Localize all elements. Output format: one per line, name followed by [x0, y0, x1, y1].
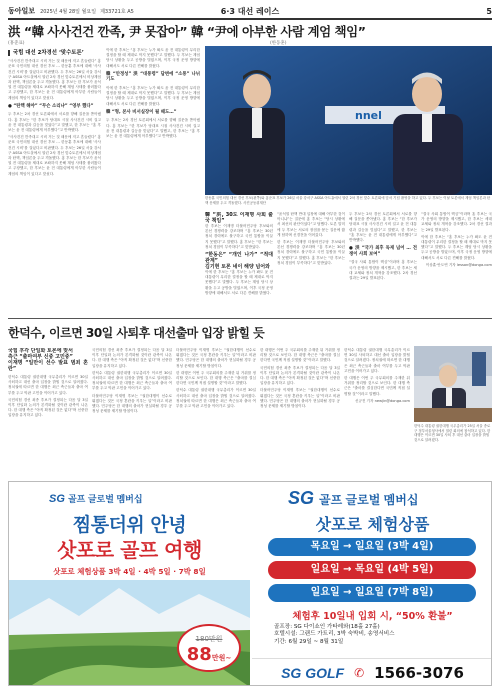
- ad-title-line2: 삿포로 골프 여행: [57, 538, 202, 562]
- article1-text-5: 두 후보는 2차 경선 토론회에서 서로를 향해 질문을 쏟아냈다. 홍 후보는 “한 후보가 당대표 시절 사사건건 시비 걸고 윤 전 대통령과 갈등을 빚었다”고 말했고, 한 후보는 “홍 후보는 윤 전 대통령에게 아부했다”고 반박했다.: [349, 212, 417, 243]
- article1-text-3: 한 후보는 이재명 더불어민주당 후보와의 본선 경쟁력을 강조하며 “홍 후보는 30년 정치 경력에도 불구하고 국민 통합을 이끌지 못했다”고 말했다. 홍 후보는 “한 후보는 정치 경험이 부족하다”고 맞받았다.: [205, 224, 273, 249]
- article1-text-6: “결국 사회 통합이 핵심”이라며 홍 후보는 국가 운영의 방향을 제시했고, 한 후보는 세대 교체와 정치 개혁을 강조했다. 2차 경선 결과는 29일 발표된다.: [421, 212, 492, 232]
- article1-subsub-5: “한동은” “개인 나가” “적대 관계”: [205, 252, 273, 265]
- issue-date: 2025년 4월 28일 월요일: [40, 8, 97, 15]
- ad-details: [274, 624, 484, 646]
- article2-reporter: 신규진 기자 newjin@donga.com: [355, 398, 410, 403]
- ad-option-1[interactable]: 목요일 → 일요일 (3박 4일): [268, 538, 476, 556]
- article2-column-3: [176, 348, 256, 478]
- article2-subhead-1: 국힘 후각 단일화 토론에 맞서: [8, 348, 73, 354]
- article1-text-4b: 한 후보는 이재명 더불어민주당 후보와의 본선 경쟁력을 강조하며 “홍 후보는 30년 정치 경력에도 불구하고 국민 통합을 이끌지 못했다”고 말했다. 홍 후보는 “한 후보는 정치 경험이 부족하다”고 맞받았다.: [277, 240, 345, 265]
- main-headline: 洪 “韓 사사건건 깐족, 尹 못잡아” 韓 “尹에 아부한 사람 계엄 책임”: [8, 24, 366, 39]
- article1-reporter: 이상훈·안도연 기자 lesson@donga.com: [425, 262, 492, 267]
- issue-number: 제33721호 A5: [100, 8, 134, 15]
- ad-detail-3: 기간: 6월 29일 ~ 8월 31일: [274, 638, 344, 645]
- ad-option-2[interactable]: 일요일 → 목요일 (4박 5일): [268, 561, 476, 579]
- ad-new-price-value: 88: [186, 644, 212, 665]
- article1-subsub-4: 韓 “洪, 30도 이재명 사회 출국 책임”: [205, 212, 273, 224]
- ad-left-panel: [9, 482, 250, 686]
- article2-text-1b: 국민의힘 경선 최종 후보가 결정되는 다음 달 3일 이후 단일화 논의가 본격화될 것이란 관측이 나온다. 한 대행 측은 “아직 확정된 것은 없다”며 신중한 입장을 유지하고 있다.: [8, 397, 88, 418]
- ad-option-3[interactable]: 일요일 → 일요일 (7박 8일): [268, 584, 476, 602]
- article2-column-2: [92, 348, 172, 478]
- ad-right-panel: [252, 482, 492, 686]
- masthead-rule: [8, 18, 492, 20]
- article1-text-5b: “결국 사회 통합이 핵심”이라며 홍 후보는 국가 운영의 방향을 제시했고, 한 후보는 세대 교체와 정치 개혁을 강조했다. 2차 경선 결과는 29일 발표된다.: [349, 260, 417, 281]
- article1-text-1: “사사건건 깐족대고 시비 거는 것 때문에 저고 흔들렸다” 홍준표 국민의힘 대선 경선 후보 … 한동훈 후보에 대해 ‘사사건건 시비’를 걸었다고 비판했다. 두 후보는 26일 서울 강서구 ASSA 아트홀에서 열린 2차 경선 맞수토론에서 비상계엄과 탄핵, 책임론을 두고 격돌했다. 홍 후보는 한 후보가 윤석열 전 대통령을 제대로 보좌하지 못해 계엄 사태를 불러왔다고 주장했고, 한 후보는 윤 전 대통령에게 아부한 사람들이 계엄의 책임이 있다고 맞섰다.: [8, 59, 101, 100]
- article2-photo-caption: 한덕수 대통령 권한대행 국무총리가 25일 서울 종로구 정부서울청사에서 열린 회의에 참석하고 있다. 한 대행은 이르면 30일 사퇴 후 대선 출마 입장을 밝힐 것으로 알려졌다.: [414, 424, 491, 442]
- article2-column-1: [8, 348, 88, 478]
- article2-text-5b: 한 대행은 이번 주 국무회의를 주재한 뒤 거취를 정리할 것으로 보인다. 한 대행 측근은 “출마를 결심한다면 국민께 직접 설명할 것”이라고 말했다.: [344, 376, 410, 396]
- article1-column-4: [277, 212, 345, 314]
- article1-subsub-1: ● “탄핵 해야” “무슨 소리냐” “영부 했다”: [8, 103, 94, 109]
- article2-photo: [414, 346, 492, 422]
- article2-text-2: 국민의힘 경선 최종 후보가 결정되는 다음 달 3일 이후 단일화 논의가 본격화될 것이란 관측이 나온다. 한 대행 측은 “아직 확정된 것은 없다”며 신중한 입장을 유지하고 있다.: [92, 348, 172, 368]
- ad-detail-2: 호텔시설: 그랜드 가트리, 3박 숙박비, 송영서비스: [274, 631, 395, 638]
- article2-column-5: [344, 348, 410, 478]
- ad-right-title: 삿포로 체험상품: [315, 515, 430, 534]
- article1-subsub-3: 韓 “형, 본사 비서실장이 될 때도…”: [106, 109, 177, 115]
- article1-text-2b: 이에 한 후보는 “홍 후보는 누가 봐도 윤 전 대통령이 무리한 결정을 할 때 제대로 막지 못했다”고 말했다. 두 후보는 계엄 당시 상황을 두고 공방을 벌였으며, 이후 국정 운영 방향에 대해서도 서로 다른 견해를 밝혔다.: [106, 86, 200, 106]
- article1-text-2: 이에 한 후보는 “홍 후보는 누가 봐도 윤 전 대통령이 무리한 결정을 할 때 제대로 막지 못했다”고 말했다. 두 후보는 계엄 당시 상황을 두고 공방을 벌였으며, 이후 국정 운영 방향에 대해서도 서로 다른 견해를 밝혔다.: [106, 48, 200, 68]
- article1-text-4: “윤석열 탄핵 반대 입장에 대해 아부한 것이 아니냐”는 질문에 홍 후보는 “당시 상황에서 최선의 판단이었다”고 답했다. 토론 말미에 두 후보는 서로의 장점을 묻는 질문에 짧게 답하며 신경전을 이어갔다.: [277, 212, 345, 237]
- ad-phone[interactable]: 1566-3076: [374, 664, 464, 682]
- ad-title-line1: 찜통더위 안녕: [72, 514, 187, 536]
- article2-text-5: 한덕수 대통령 권한대행 국무총리가 이르면 30일 사퇴하고 대선 출마 입장을 밝힐 것으로 알려졌다. 정치권에 따르면 한 대행은 최근 측근들과 출마 여부를 두고 막판 고민을 이어가고 있다.: [344, 348, 410, 373]
- ad-new-price: [179, 644, 239, 665]
- article1-text-2c: 두 후보는 2차 경선 토론회에서 서로를 향해 질문을 쏟아냈다. 홍 후보는 “한 후보가 당대표 시절 사사건건 시비 걸고 윤 전 대통령과 갈등을 빚었다”고 말했고, 한 후보는 “홍 후보는 윤 전 대통령에게 아부했다”고 반박했다.: [106, 118, 200, 139]
- article2-text-3c: 한덕수 대통령 권한대행 국무총리가 이르면 30일 사퇴하고 대선 출마 입장을 밝힐 것으로 알려졌다. 정치권에 따르면 한 대행은 최근 측근들과 출마 여부를 두고 막판 고민을 이어가고 있다.: [176, 388, 256, 409]
- article2-text-4b: 국민의힘 경선 최종 후보가 결정되는 다음 달 3일 이후 단일화 논의가 본격화될 것이란 관측이 나온다. 한 대행 측은 “아직 확정된 것은 없다”며 신중한 입장을 유지하고 있다.: [260, 365, 340, 386]
- ad-right-brand-name: 골프 글로벌 멤버십: [319, 493, 419, 507]
- article2-text-2b: 한덕수 대통령 권한대행 국무총리가 이르면 30일 사퇴하고 대선 출마 입장을 밝힐 것으로 알려졌다. 정치권에 따르면 한 대행은 최근 측근들과 출마 여부를 두고 막판 고민을 이어가고 있다.: [92, 370, 172, 391]
- ad-new-price-unit: 만원~: [211, 654, 232, 662]
- newspaper-name: 동아일보: [8, 6, 36, 15]
- page-number: 5: [486, 6, 492, 16]
- article2-column-4: [260, 348, 340, 478]
- ad-right-brand: [288, 488, 418, 509]
- article2-text-4c: 더불어민주당 이재명 후보는 “권한대행이 선수로 뛰겠다는 것은 국정 혼란을 키우는 일”이라고 비판했다. 민주당은 한 대행의 출마가 현실화될 경우 공정성 문제를 제기할 방침이다.: [260, 388, 340, 409]
- svg-text:nnel: nnel: [355, 109, 382, 122]
- ad-brand-prefix: SG: [49, 493, 65, 505]
- ad-price-badge: [177, 624, 241, 672]
- article1-subsub-6: 김기현 토론 네이 해양 넘어와: [205, 264, 270, 271]
- ad-schedule: 삿포로 체험상품 3박 4일 · 4박 5일 · 7박 8일: [53, 567, 206, 576]
- article2-photo-image: [414, 346, 492, 422]
- debate-photo-image: [205, 46, 492, 195]
- byline-left: (홍준표): [8, 41, 25, 46]
- article1-column-5: [349, 212, 417, 314]
- debate-photo: [205, 46, 492, 195]
- article1-text-1b: 두 후보는 2차 경선 토론회에서 서로를 향해 질문을 쏟아냈다. 홍 후보는 “한 후보가 당대표 시절 사사건건 시비 걸고 윤 전 대통령과 갈등을 빚었다”고 말했고, 한 후보는 “홍 후보는 윤 전 대통령에게 아부했다”고 반박했다.: [8, 112, 101, 133]
- article1-text-1c: “사사건건 깐족대고 시비 거는 것 때문에 저고 흔들렸다” 홍준표 국민의힘 대선 경선 후보 … 한동훈 후보에 대해 ‘사사건건 시비’를 걸었다고 비판했다. 두 후보는 26일 서울 강서구 ASSA 아트홀에서 열린 2차 경선 맞수토론에서 비상계엄과 탄핵, 책임론을 두고 격돌했다. 홍 후보는 한 후보가 윤석열 전 대통령을 제대로 보좌하지 못해 계엄 사태를 불러왔다고 주장했고, 한 후보는 윤 전 대통령에게 아부한 사람들이 계엄의 책임이 있다고 맞섰다.: [8, 135, 101, 176]
- article2-headline: 한덕수, 이르면 30일 사퇴후 대선출마 입장 밝힐 듯: [8, 326, 265, 340]
- ad-right-brand-prefix: SG: [288, 488, 315, 508]
- article1-column-6: [421, 212, 492, 314]
- ad-old-price: 180만원: [195, 635, 223, 643]
- ad-footer: [252, 658, 492, 686]
- article2-text-4: 한 대행은 이번 주 국무회의를 주재한 뒤 거취를 정리할 것으로 보인다. 한 대행 측근은 “출마를 결심한다면 국민께 직접 설명할 것”이라고 말했다.: [260, 348, 340, 363]
- article2-subhead-3: 이재명 “일만이 선수 발표 범죄 혼란”: [8, 360, 88, 372]
- section-title: 6·3 대선 레이스: [220, 6, 280, 16]
- sg-golf-advertisement[interactable]: [8, 481, 492, 686]
- ad-promo: 체험후 10일내 입회 시, “50% 환불”: [292, 611, 453, 622]
- masthead: [8, 4, 492, 18]
- article1-column-1: [8, 48, 101, 313]
- ad-detail-1: 골프장: SG 다이쇼인 가타레와(18홀 27홀): [274, 624, 380, 630]
- byline-right: (한동훈): [270, 41, 287, 46]
- debate-photo-caption: 한동훈 국민의힘 대선 경선 후보(왼쪽)와 홍준표 후보가 26일 서울 강서구 ASSA 아트홀에서 열린 2차 경선 맞수 토론회에 앞서 기념 촬영을 하고 있다. 두 후보는 이날 토론에서 계엄 책임론과 탄핵 문제를 두고 격돌했다. 사진공동취재단: [205, 196, 491, 205]
- phone-icon: ✆: [354, 666, 365, 680]
- article1-column-3: [205, 212, 273, 314]
- article1-subsub-2: 韓 “안정성” 洪 “대통령” 답변에 “소통” 나뉘기도: [106, 71, 200, 83]
- ad-brand: [49, 492, 143, 505]
- article1-subsub-7: ● 洪 “국가 최후 독재 넘어 … 전쟁이 사회 보여”: [349, 246, 417, 257]
- article1-text-3b: 이에 한 후보는 “홍 후보는 누가 봐도 윤 전 대통령이 무리한 결정을 할 때 제대로 막지 못했다”고 말했다. 두 후보는 계엄 당시 상황을 두고 공방을 벌였으며, 이후 국정 운영 방향에 대해서도 서로 다른 견해를 밝혔다.: [205, 270, 273, 295]
- ad-footer-brand: SG GOLF: [281, 665, 345, 681]
- article2-text-3b: 한 대행은 이번 주 국무회의를 주재한 뒤 거취를 정리할 것으로 보인다. 한 대행 측근은 “출마를 결심한다면 국민께 직접 설명할 것”이라고 말했다.: [176, 370, 256, 386]
- article2-text-3: 더불어민주당 이재명 후보는 “권한대행이 선수로 뛰겠다는 것은 국정 혼란을 키우는 일”이라고 비판했다. 민주당은 한 대행의 출마가 현실화될 경우 공정성 문제를 제기할 방침이다.: [176, 348, 256, 368]
- ad-brand-name: 골프 글로벌 멤버십: [67, 494, 143, 504]
- article1-column-2: [106, 48, 200, 313]
- article2-subhead-2: 측근 “출마여부 신중 고민중”: [8, 354, 73, 360]
- article-divider: [8, 318, 492, 319]
- article2-text-1: 한덕수 대통령 권한대행 국무총리가 이르면 30일 사퇴하고 대선 출마 입장을 밝힐 것으로 알려졌다. 정치권에 따르면 한 대행은 최근 측근들과 출마 여부를 두고 막판 고민을 이어가고 있다.: [8, 375, 88, 395]
- article1-text-6b: 이에 한 후보는 “홍 후보는 누가 봐도 윤 전 대통령이 무리한 결정을 할 때 제대로 막지 못했다”고 말했다. 두 후보는 계엄 당시 상황을 두고 공방을 벌였으며, 이후 국정 운영 방향에 대해서도 서로 다른 견해를 밝혔다.: [421, 234, 492, 260]
- article2-text-2c: 더불어민주당 이재명 후보는 “권한대행이 선수로 뛰겠다는 것은 국정 혼란을 키우는 일”이라고 비판했다. 민주당은 한 대행의 출마가 현실화될 경우 공정성 문제를 제기할 방침이다.: [92, 393, 172, 414]
- article1-subhead: 국힘 대선 2차경선 ‘맞수토론’: [8, 50, 101, 56]
